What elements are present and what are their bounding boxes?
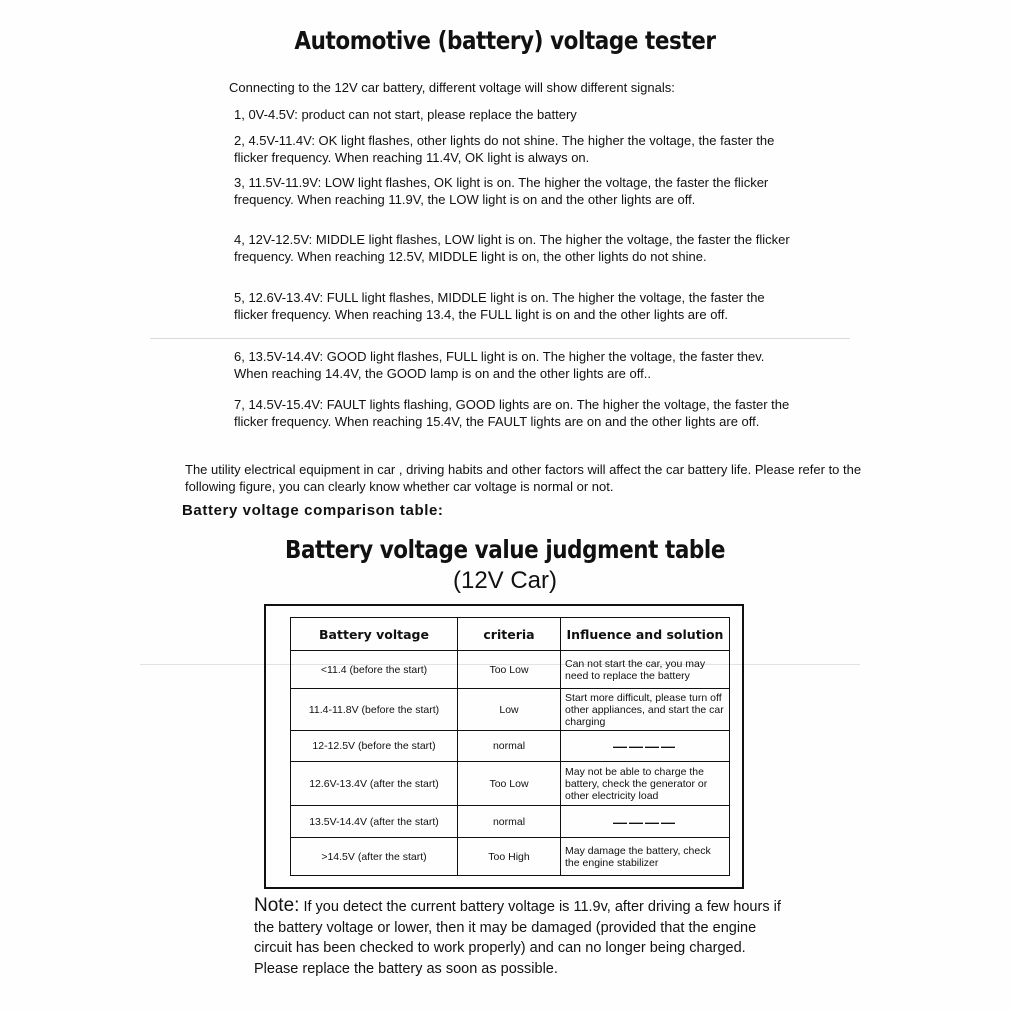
table-row: [291, 651, 730, 689]
cell-solution: May damage the battery, check the engine stabilizer: [561, 838, 730, 876]
rule-item: 2, 4.5V-11.4V: OK light flashes, other lights do not shine. The higher the voltage, the faster the flicker frequency. When reaching 11.4V, OK light is always on.: [234, 133, 775, 165]
comparison-heading: Battery voltage comparison table:: [182, 502, 444, 519]
cell-criteria: Too Low: [458, 651, 561, 689]
judgment-table-subtitle: (12V Car): [452, 567, 558, 594]
cell-solution: ————: [561, 806, 730, 838]
note-label: Note:: [254, 895, 300, 916]
rule-item: 5, 12.6V-13.4V: FULL light flashes, MIDDLE light is on. The higher the voltage, the faster the flicker frequency. When reaching 13.4, the FULL light is on and the other lights are off.: [234, 290, 765, 322]
cell-voltage: 12.6V-13.4V (after the start): [291, 762, 458, 806]
rule-item: 4, 12V-12.5V: MIDDLE light flashes, LOW light is on. The higher the voltage, the faster the flicker frequency. When reaching 12.5V, MIDDLE light is on, the other lights do not shine.: [234, 232, 790, 264]
rule-item: 1, 0V-4.5V: product can not start, please replace the battery: [234, 107, 577, 122]
rule-item: 3, 11.5V-11.9V: LOW light flashes, OK light is on. The higher the voltage, the faster the flicker frequency. When reaching 11.9V, the LOW light is on and the other lights are off.: [234, 175, 769, 207]
table-row: [291, 806, 730, 838]
cell-solution: May not be able to charge the battery, check the generator or other electricity load: [561, 762, 730, 806]
scan-fold-line: [150, 338, 850, 339]
cell-criteria: Too Low: [458, 762, 561, 806]
cell-solution: Start more difficult, please turn off other appliances, and start the car charging: [561, 689, 730, 731]
voltage-judgment-table: [290, 617, 730, 876]
rule-item: 6, 13.5V-14.4V: GOOD light flashes, FULL light is on. The higher the voltage, the faster thev. When reaching 14.4V, the GOOD lamp is on and the other lights are off..: [234, 349, 765, 381]
cell-voltage: 12-12.5V (before the start): [291, 731, 458, 762]
cell-voltage: 13.5V-14.4V (after the start): [291, 806, 458, 838]
table-row: [291, 731, 730, 762]
cell-criteria: Too High: [458, 838, 561, 876]
header-battery-voltage: Battery voltage: [291, 618, 458, 651]
table-row: [291, 838, 730, 876]
cell-solution: ————: [561, 731, 730, 762]
cell-criteria: normal: [458, 806, 561, 838]
cell-voltage: 11.4-11.8V (before the start): [291, 689, 458, 731]
table-row: [291, 689, 730, 731]
table-row: [291, 762, 730, 806]
cell-criteria: normal: [458, 731, 561, 762]
utility-paragraph: The utility electrical equipment in car , driving habits and other factors will affect the car battery life. Please refer to the following figure, you can clearly know whether car voltage is normal or not.: [185, 462, 862, 494]
cell-solution: Can not start the car, you may need to replace the battery: [561, 651, 730, 689]
header-criteria: criteria: [458, 618, 561, 651]
cell-voltage: >14.5V (after the start): [291, 838, 458, 876]
judgment-table-title: Battery voltage value judgment table: [285, 535, 725, 564]
intro-text: Connecting to the 12V car battery, different voltage will show different signals:: [229, 80, 675, 95]
note-text: If you detect the current battery voltage is 11.9v, after driving a few hours if the battery voltage or lower, then it may be damaged (provided that the engine circuit has been checked to work properly) and can no longer being charged. Please replace the battery as soon as possible.: [254, 899, 781, 977]
header-influence-solution: Influence and solution: [561, 618, 730, 651]
rule-item: 7, 14.5V-15.4V: FAULT lights flashing, GOOD lights are on. The higher the voltage, the faster the flicker frequency. When reaching 15.4V, the FAULT lights are on and the other lights are off.: [234, 397, 790, 429]
cell-criteria: Low: [458, 689, 561, 731]
note-paragraph: [254, 896, 794, 979]
cell-voltage: <11.4 (before the start): [291, 651, 458, 689]
table-header-row: [291, 618, 730, 651]
document-title: Automotive (battery) voltage tester: [294, 26, 716, 55]
